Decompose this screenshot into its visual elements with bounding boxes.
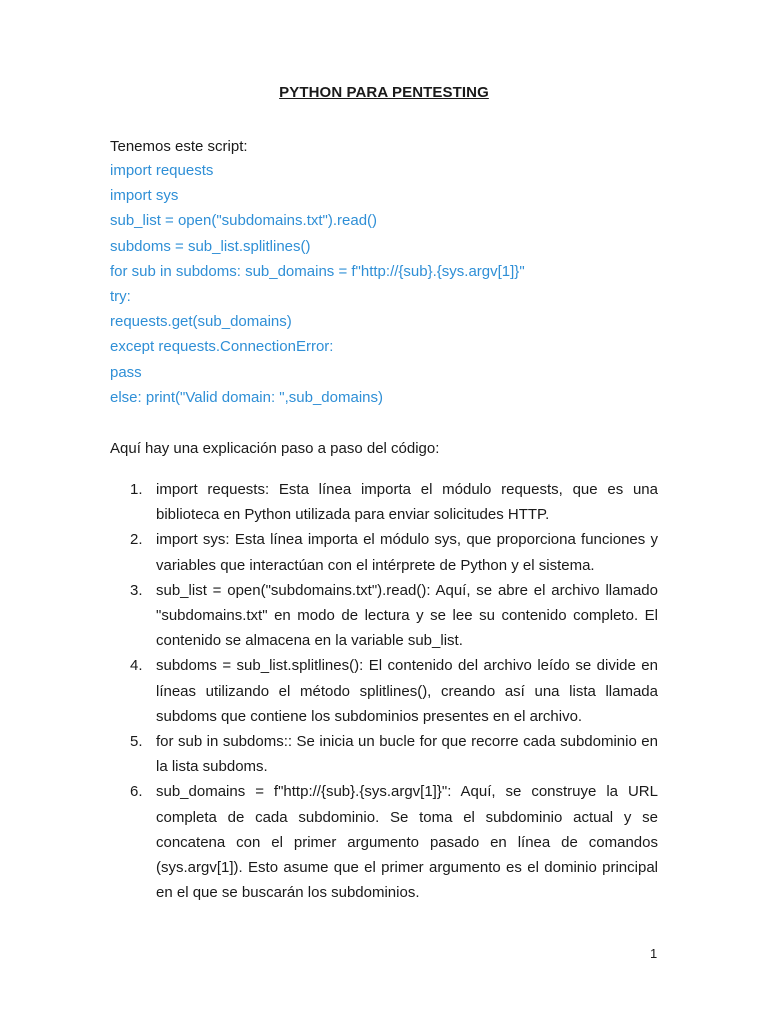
list-item <box>110 779 658 905</box>
step-number: 2. <box>130 531 143 549</box>
explanation-heading: Aquí hay una explicación paso a paso del código: <box>110 440 440 457</box>
code-line: for sub in subdoms: sub_domains = f"http://{sub}.{sys.argv[1]}" <box>110 262 525 280</box>
document-title: PYTHON PARA PENTESTING <box>279 84 489 101</box>
list-item <box>110 653 658 729</box>
list-item <box>110 578 658 654</box>
code-line: try: <box>110 288 131 306</box>
code-line: else: print("Valid domain: ",sub_domains) <box>110 388 384 406</box>
code-line: pass <box>110 363 142 381</box>
code-line: subdoms = sub_list.splitlines() <box>110 237 311 255</box>
step-number: 4. <box>130 657 143 675</box>
step-text: sub_list = open("subdomains.txt").read(): Aquí, se abre el archivo llamado "subdomains.txt" en modo de lectura y se lee su contenido completo. El contenido se almacena en la variable sub_list. <box>156 581 658 650</box>
code-line: import sys <box>110 187 179 205</box>
list-item <box>110 527 658 577</box>
step-text: for sub in subdoms:: Se inicia un bucle for que recorre cada subdominio en la lista subdoms. <box>156 733 658 776</box>
step-text: import requests: Esta línea importa el módulo requests, que es una biblioteca en Python utilizada para enviar solicitudes HTTP. <box>156 481 658 524</box>
step-number: 3. <box>130 581 143 599</box>
code-line: requests.get(sub_domains) <box>110 313 292 331</box>
code-block <box>110 158 525 410</box>
step-text: import sys: Esta línea importa el módulo sys, que proporciona funciones y variables que interactúan con el intérprete de Python y el sistema. <box>156 531 658 574</box>
intro-text: Tenemos este script: <box>110 138 248 155</box>
step-number: 5. <box>130 733 143 751</box>
code-line: except requests.ConnectionError: <box>110 338 334 356</box>
step-number: 1. <box>130 481 143 498</box>
code-line: sub_list = open("subdomains.txt").read() <box>110 212 378 230</box>
list-item <box>110 729 658 779</box>
step-text: sub_domains = f"http://{sub}.{sys.argv[1]}": Aquí, se construye la URL completa de cada subdominio. Se toma el subdominio actual y se concatena con el primer argumento pasado en línea de comandos (sys.argv[1]). Esto asume que el primer argumento es el dominio principal en el que se buscarán los subdominios. <box>156 783 658 902</box>
list-item <box>110 477 658 527</box>
step-number: 6. <box>130 783 143 801</box>
step-text: subdoms = sub_list.splitlines(): El contenido del archivo leído se divide en líneas utilizando el método splitlines(), creando así una lista llamada subdoms que contiene los subdominios presentes en el archivo. <box>156 657 658 725</box>
steps-list <box>110 477 658 905</box>
page-number: 1 <box>650 946 658 961</box>
code-line: import requests <box>110 162 214 179</box>
